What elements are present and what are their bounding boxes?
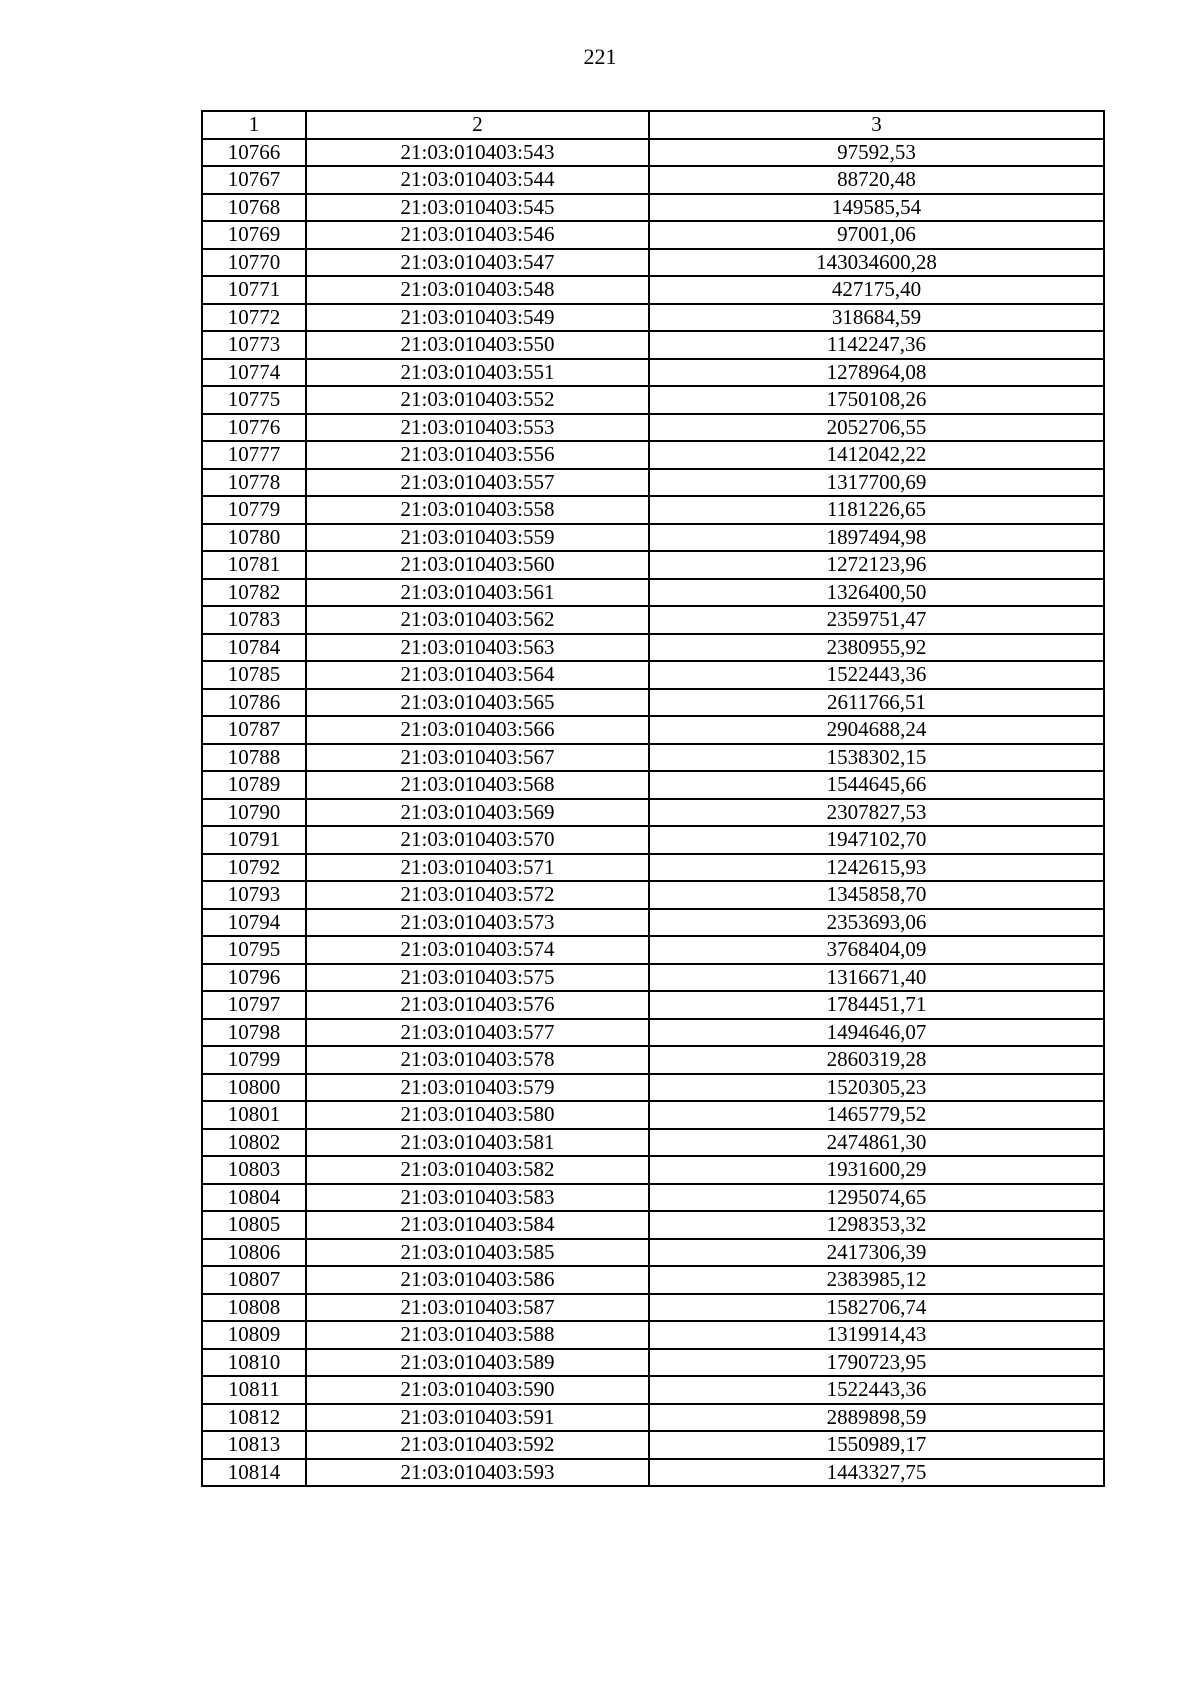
table-row bbox=[202, 166, 1104, 194]
row-number-cell: 10782 bbox=[202, 579, 306, 607]
value-cell: 1316671,40 bbox=[649, 964, 1104, 992]
value-cell: 318684,59 bbox=[649, 304, 1104, 332]
cadastral-number-cell: 21:03:010403:577 bbox=[306, 1019, 649, 1047]
table-row bbox=[202, 304, 1104, 332]
value-cell: 1538302,15 bbox=[649, 744, 1104, 772]
row-number-cell: 10767 bbox=[202, 166, 306, 194]
table-row bbox=[202, 826, 1104, 854]
row-number-cell: 10792 bbox=[202, 854, 306, 882]
cadastral-number-cell: 21:03:010403:545 bbox=[306, 194, 649, 222]
cadastral-number-cell: 21:03:010403:561 bbox=[306, 579, 649, 607]
page-number: 221 bbox=[583, 44, 617, 69]
row-number-cell: 10811 bbox=[202, 1376, 306, 1404]
row-number-cell: 10774 bbox=[202, 359, 306, 387]
table-row bbox=[202, 441, 1104, 469]
table-row bbox=[202, 469, 1104, 497]
value-cell: 1522443,36 bbox=[649, 1376, 1104, 1404]
row-number-cell: 10771 bbox=[202, 276, 306, 304]
table-row bbox=[202, 881, 1104, 909]
row-number-cell: 10795 bbox=[202, 936, 306, 964]
row-number-cell: 10773 bbox=[202, 331, 306, 359]
row-number-cell: 10810 bbox=[202, 1349, 306, 1377]
row-number-cell: 10769 bbox=[202, 221, 306, 249]
row-number-cell: 10797 bbox=[202, 991, 306, 1019]
cadastral-number-cell: 21:03:010403:551 bbox=[306, 359, 649, 387]
table-row bbox=[202, 689, 1104, 717]
table-row bbox=[202, 139, 1104, 167]
table-row bbox=[202, 606, 1104, 634]
cadastral-number-cell: 21:03:010403:553 bbox=[306, 414, 649, 442]
table-row bbox=[202, 1376, 1104, 1404]
cadastral-number-cell: 21:03:010403:546 bbox=[306, 221, 649, 249]
column-header: 1 bbox=[202, 111, 306, 139]
value-cell: 2052706,55 bbox=[649, 414, 1104, 442]
value-cell: 1317700,69 bbox=[649, 469, 1104, 497]
table-row bbox=[202, 1156, 1104, 1184]
row-number-cell: 10778 bbox=[202, 469, 306, 497]
row-number-cell: 10802 bbox=[202, 1129, 306, 1157]
value-cell: 3768404,09 bbox=[649, 936, 1104, 964]
row-number-cell: 10788 bbox=[202, 744, 306, 772]
value-cell: 1242615,93 bbox=[649, 854, 1104, 882]
column-header: 2 bbox=[306, 111, 649, 139]
value-cell: 1947102,70 bbox=[649, 826, 1104, 854]
cadastral-number-cell: 21:03:010403:578 bbox=[306, 1046, 649, 1074]
value-cell: 2417306,39 bbox=[649, 1239, 1104, 1267]
value-cell: 1319914,43 bbox=[649, 1321, 1104, 1349]
cadastral-number-cell: 21:03:010403:564 bbox=[306, 661, 649, 689]
cadastral-number-cell: 21:03:010403:576 bbox=[306, 991, 649, 1019]
cadastral-number-cell: 21:03:010403:543 bbox=[306, 139, 649, 167]
cadastral-number-cell: 21:03:010403:569 bbox=[306, 799, 649, 827]
row-number-cell: 10766 bbox=[202, 139, 306, 167]
value-cell: 1784451,71 bbox=[649, 991, 1104, 1019]
row-number-cell: 10770 bbox=[202, 249, 306, 277]
value-cell: 1465779,52 bbox=[649, 1101, 1104, 1129]
value-cell: 1272123,96 bbox=[649, 551, 1104, 579]
table-row bbox=[202, 1266, 1104, 1294]
table-row bbox=[202, 414, 1104, 442]
cadastral-number-cell: 21:03:010403:586 bbox=[306, 1266, 649, 1294]
row-number-cell: 10794 bbox=[202, 909, 306, 937]
value-cell: 143034600,28 bbox=[649, 249, 1104, 277]
row-number-cell: 10790 bbox=[202, 799, 306, 827]
value-cell: 149585,54 bbox=[649, 194, 1104, 222]
cadastral-number-cell: 21:03:010403:574 bbox=[306, 936, 649, 964]
row-number-cell: 10801 bbox=[202, 1101, 306, 1129]
row-number-cell: 10787 bbox=[202, 716, 306, 744]
row-number-cell: 10799 bbox=[202, 1046, 306, 1074]
value-cell: 88720,48 bbox=[649, 166, 1104, 194]
table-row bbox=[202, 1404, 1104, 1432]
row-number-cell: 10800 bbox=[202, 1074, 306, 1102]
cadastral-number-cell: 21:03:010403:547 bbox=[306, 249, 649, 277]
value-cell: 2611766,51 bbox=[649, 689, 1104, 717]
cadastral-number-cell: 21:03:010403:565 bbox=[306, 689, 649, 717]
value-cell: 1931600,29 bbox=[649, 1156, 1104, 1184]
value-cell: 1142247,36 bbox=[649, 331, 1104, 359]
value-cell: 1750108,26 bbox=[649, 386, 1104, 414]
value-cell: 1494646,07 bbox=[649, 1019, 1104, 1047]
value-cell: 1897494,98 bbox=[649, 524, 1104, 552]
table-row bbox=[202, 1294, 1104, 1322]
value-cell: 1295074,65 bbox=[649, 1184, 1104, 1212]
row-number-cell: 10807 bbox=[202, 1266, 306, 1294]
value-cell: 1298353,32 bbox=[649, 1211, 1104, 1239]
row-number-cell: 10804 bbox=[202, 1184, 306, 1212]
value-cell: 1582706,74 bbox=[649, 1294, 1104, 1322]
table-row bbox=[202, 249, 1104, 277]
table-row bbox=[202, 909, 1104, 937]
cadastral-number-cell: 21:03:010403:568 bbox=[306, 771, 649, 799]
table-row bbox=[202, 331, 1104, 359]
row-number-cell: 10780 bbox=[202, 524, 306, 552]
table-row bbox=[202, 661, 1104, 689]
value-cell: 1550989,17 bbox=[649, 1431, 1104, 1459]
cadastral-number-cell: 21:03:010403:567 bbox=[306, 744, 649, 772]
cadastral-number-cell: 21:03:010403:550 bbox=[306, 331, 649, 359]
value-cell: 1181226,65 bbox=[649, 496, 1104, 524]
table-row bbox=[202, 496, 1104, 524]
table-row bbox=[202, 799, 1104, 827]
table-row bbox=[202, 991, 1104, 1019]
row-number-cell: 10779 bbox=[202, 496, 306, 524]
cadastral-number-cell: 21:03:010403:579 bbox=[306, 1074, 649, 1102]
row-number-cell: 10776 bbox=[202, 414, 306, 442]
cadastral-number-cell: 21:03:010403:560 bbox=[306, 551, 649, 579]
cadastral-number-cell: 21:03:010403:557 bbox=[306, 469, 649, 497]
value-cell: 1278964,08 bbox=[649, 359, 1104, 387]
value-cell: 2353693,06 bbox=[649, 909, 1104, 937]
table-row bbox=[202, 1211, 1104, 1239]
row-number-cell: 10805 bbox=[202, 1211, 306, 1239]
table-row bbox=[202, 524, 1104, 552]
table-row bbox=[202, 744, 1104, 772]
column-header: 3 bbox=[649, 111, 1104, 139]
row-number-cell: 10783 bbox=[202, 606, 306, 634]
cadastral-number-cell: 21:03:010403:571 bbox=[306, 854, 649, 882]
table-row bbox=[202, 551, 1104, 579]
table-row bbox=[202, 1321, 1104, 1349]
row-number-cell: 10791 bbox=[202, 826, 306, 854]
row-number-cell: 10796 bbox=[202, 964, 306, 992]
cadastral-number-cell: 21:03:010403:556 bbox=[306, 441, 649, 469]
cadastral-number-cell: 21:03:010403:572 bbox=[306, 881, 649, 909]
cadastral-number-cell: 21:03:010403:583 bbox=[306, 1184, 649, 1212]
row-number-cell: 10789 bbox=[202, 771, 306, 799]
cadastral-number-cell: 21:03:010403:589 bbox=[306, 1349, 649, 1377]
table-row bbox=[202, 936, 1104, 964]
cadastral-number-cell: 21:03:010403:566 bbox=[306, 716, 649, 744]
cadastral-number-cell: 21:03:010403:549 bbox=[306, 304, 649, 332]
row-number-cell: 10814 bbox=[202, 1459, 306, 1487]
value-cell: 2474861,30 bbox=[649, 1129, 1104, 1157]
table-row bbox=[202, 716, 1104, 744]
value-cell: 1522443,36 bbox=[649, 661, 1104, 689]
table-row bbox=[202, 1431, 1104, 1459]
row-number-cell: 10798 bbox=[202, 1019, 306, 1047]
row-number-cell: 10781 bbox=[202, 551, 306, 579]
row-number-cell: 10785 bbox=[202, 661, 306, 689]
cadastral-number-cell: 21:03:010403:548 bbox=[306, 276, 649, 304]
table-row bbox=[202, 771, 1104, 799]
cadastral-number-cell: 21:03:010403:588 bbox=[306, 1321, 649, 1349]
cadastral-number-cell: 21:03:010403:581 bbox=[306, 1129, 649, 1157]
row-number-cell: 10813 bbox=[202, 1431, 306, 1459]
row-number-cell: 10809 bbox=[202, 1321, 306, 1349]
cadastral-number-cell: 21:03:010403:575 bbox=[306, 964, 649, 992]
cadastral-number-cell: 21:03:010403:559 bbox=[306, 524, 649, 552]
value-cell: 1412042,22 bbox=[649, 441, 1104, 469]
table-row bbox=[202, 1019, 1104, 1047]
table-row bbox=[202, 579, 1104, 607]
row-number-cell: 10786 bbox=[202, 689, 306, 717]
table-row bbox=[202, 1129, 1104, 1157]
cadastral-number-cell: 21:03:010403:562 bbox=[306, 606, 649, 634]
table-row bbox=[202, 964, 1104, 992]
cadastral-number-cell: 21:03:010403:570 bbox=[306, 826, 649, 854]
value-cell: 97001,06 bbox=[649, 221, 1104, 249]
table-row bbox=[202, 386, 1104, 414]
cadastral-number-cell: 21:03:010403:587 bbox=[306, 1294, 649, 1322]
value-cell: 2889898,59 bbox=[649, 1404, 1104, 1432]
value-cell: 427175,40 bbox=[649, 276, 1104, 304]
value-cell: 2860319,28 bbox=[649, 1046, 1104, 1074]
cadastral-number-cell: 21:03:010403:592 bbox=[306, 1431, 649, 1459]
cadastral-number-cell: 21:03:010403:563 bbox=[306, 634, 649, 662]
table-row bbox=[202, 194, 1104, 222]
value-cell: 1443327,75 bbox=[649, 1459, 1104, 1487]
cadastral-number-cell: 21:03:010403:558 bbox=[306, 496, 649, 524]
row-number-cell: 10768 bbox=[202, 194, 306, 222]
row-number-cell: 10808 bbox=[202, 1294, 306, 1322]
table-row bbox=[202, 1239, 1104, 1267]
cadastral-number-cell: 21:03:010403:585 bbox=[306, 1239, 649, 1267]
cadastral-number-cell: 21:03:010403:582 bbox=[306, 1156, 649, 1184]
value-cell: 97592,53 bbox=[649, 139, 1104, 167]
table-row bbox=[202, 1459, 1104, 1487]
value-cell: 2383985,12 bbox=[649, 1266, 1104, 1294]
value-cell: 1326400,50 bbox=[649, 579, 1104, 607]
value-cell: 1345858,70 bbox=[649, 881, 1104, 909]
row-number-cell: 10803 bbox=[202, 1156, 306, 1184]
row-number-cell: 10775 bbox=[202, 386, 306, 414]
table-row bbox=[202, 854, 1104, 882]
cadastral-number-cell: 21:03:010403:590 bbox=[306, 1376, 649, 1404]
row-number-cell: 10812 bbox=[202, 1404, 306, 1432]
cadastral-number-cell: 21:03:010403:573 bbox=[306, 909, 649, 937]
value-cell: 2380955,92 bbox=[649, 634, 1104, 662]
table-row bbox=[202, 276, 1104, 304]
value-cell: 1544645,66 bbox=[649, 771, 1104, 799]
cadastral-number-cell: 21:03:010403:591 bbox=[306, 1404, 649, 1432]
table-row bbox=[202, 221, 1104, 249]
row-number-cell: 10777 bbox=[202, 441, 306, 469]
row-number-cell: 10784 bbox=[202, 634, 306, 662]
value-cell: 2359751,47 bbox=[649, 606, 1104, 634]
table-header-row bbox=[202, 111, 1104, 139]
table-row bbox=[202, 634, 1104, 662]
table-row bbox=[202, 1184, 1104, 1212]
cadastral-number-cell: 21:03:010403:580 bbox=[306, 1101, 649, 1129]
table-row bbox=[202, 1074, 1104, 1102]
cadastral-number-cell: 21:03:010403:544 bbox=[306, 166, 649, 194]
cadastral-number-cell: 21:03:010403:593 bbox=[306, 1459, 649, 1487]
value-cell: 2307827,53 bbox=[649, 799, 1104, 827]
value-cell: 1520305,23 bbox=[649, 1074, 1104, 1102]
data-table bbox=[201, 110, 1105, 1487]
cadastral-number-cell: 21:03:010403:552 bbox=[306, 386, 649, 414]
table-row bbox=[202, 1349, 1104, 1377]
value-cell: 2904688,24 bbox=[649, 716, 1104, 744]
cadastral-number-cell: 21:03:010403:584 bbox=[306, 1211, 649, 1239]
table-row bbox=[202, 359, 1104, 387]
table-row bbox=[202, 1046, 1104, 1074]
row-number-cell: 10793 bbox=[202, 881, 306, 909]
row-number-cell: 10772 bbox=[202, 304, 306, 332]
value-cell: 1790723,95 bbox=[649, 1349, 1104, 1377]
row-number-cell: 10806 bbox=[202, 1239, 306, 1267]
table-row bbox=[202, 1101, 1104, 1129]
table-body bbox=[202, 111, 1104, 1486]
